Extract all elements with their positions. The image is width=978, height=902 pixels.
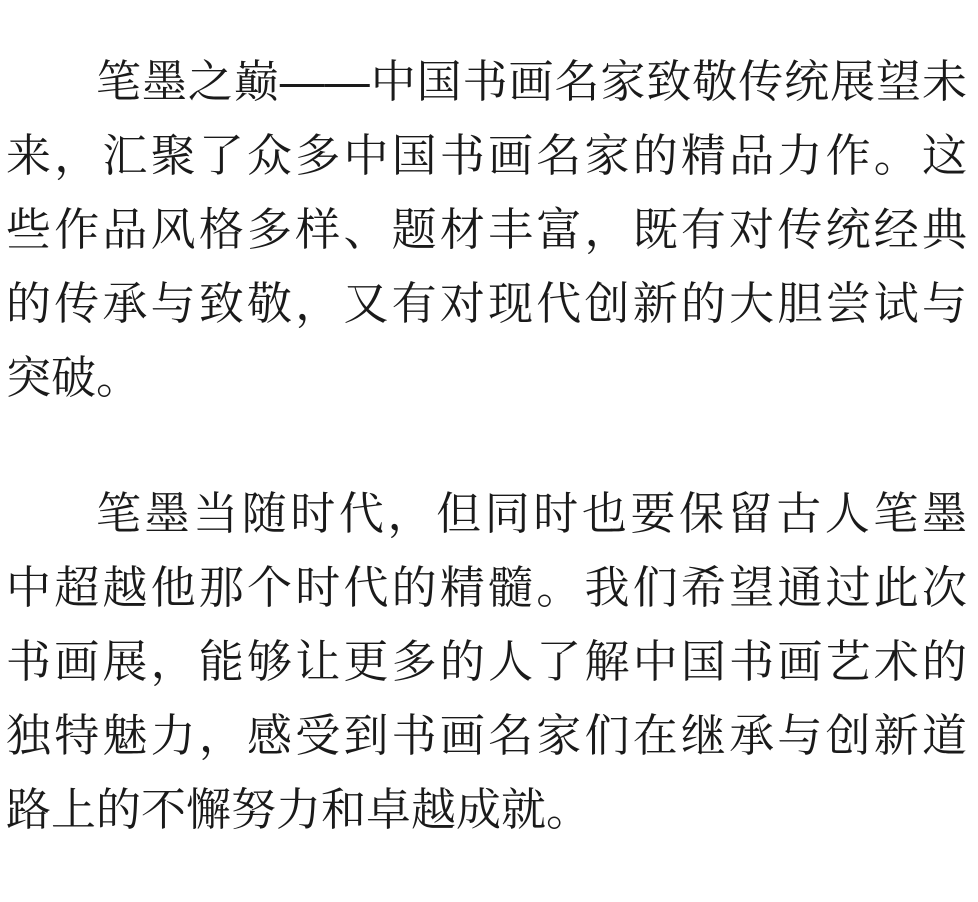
text-line: 独特魅力，感受到书画名家们在继承与创新道: [6, 710, 967, 761]
paragraph: [6, 477, 967, 847]
text-line: 的传承与致敬，又有对现代创新的大胆尝试与: [6, 278, 967, 329]
text-line: 笔墨当随时代，但同时也要保留古人笔墨: [96, 488, 967, 539]
text-line: 些作品风格多样、题材丰富，既有对传统经典: [6, 204, 967, 255]
text-line: 来，汇聚了众多中国书画名家的精品力作。这: [6, 130, 967, 181]
text-line: 笔墨之巅——中国书画名家致敬传统展望未: [96, 56, 967, 107]
text-line: 路上的不懈努力和卓越成就。: [6, 784, 592, 835]
text-line: 书画展，能够让更多的人了解中国书画艺术的: [6, 636, 967, 687]
text-line: 突破。: [6, 352, 142, 403]
text-line: 中超越他那个时代的精髓。我们希望通过此次: [6, 562, 967, 613]
text-body: [6, 45, 967, 847]
paragraph: [6, 45, 967, 415]
